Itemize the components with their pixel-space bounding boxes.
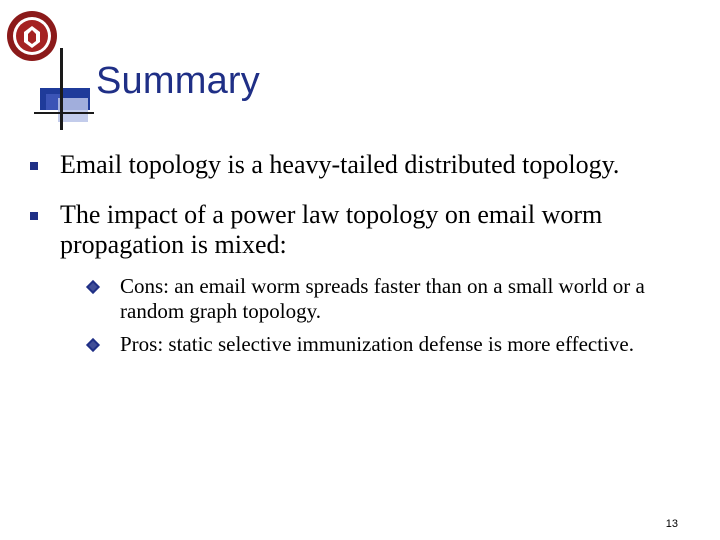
diamond-bullet-icon	[86, 338, 100, 352]
university-seal-icon	[6, 10, 58, 62]
sub-bullet-list	[60, 274, 690, 357]
sub-bullet-text: Pros: static selective immunization defense is more effective.	[120, 332, 634, 356]
square-bullet-icon	[30, 162, 38, 170]
diamond-bullet-icon	[86, 280, 100, 294]
sub-bullet-item	[88, 332, 690, 357]
page-number: 13	[665, 518, 678, 530]
title-decoration-vertical-line	[60, 48, 63, 130]
bullet-text: The impact of a power law topology on email worm propagation is mixed:	[60, 200, 603, 259]
square-bullet-icon	[30, 212, 38, 220]
bullet-text: Email topology is a heavy-tailed distributed topology.	[60, 150, 620, 179]
bullet-item	[30, 200, 690, 357]
slide-title: Summary	[96, 60, 260, 102]
sub-bullet-item	[88, 274, 690, 324]
bullet-list	[30, 150, 690, 377]
sub-bullet-text: Cons: an email worm spreads faster than on a small world or a random graph topology.	[120, 274, 645, 323]
title-decoration-horizontal-line	[34, 112, 94, 114]
bullet-item	[30, 150, 690, 180]
